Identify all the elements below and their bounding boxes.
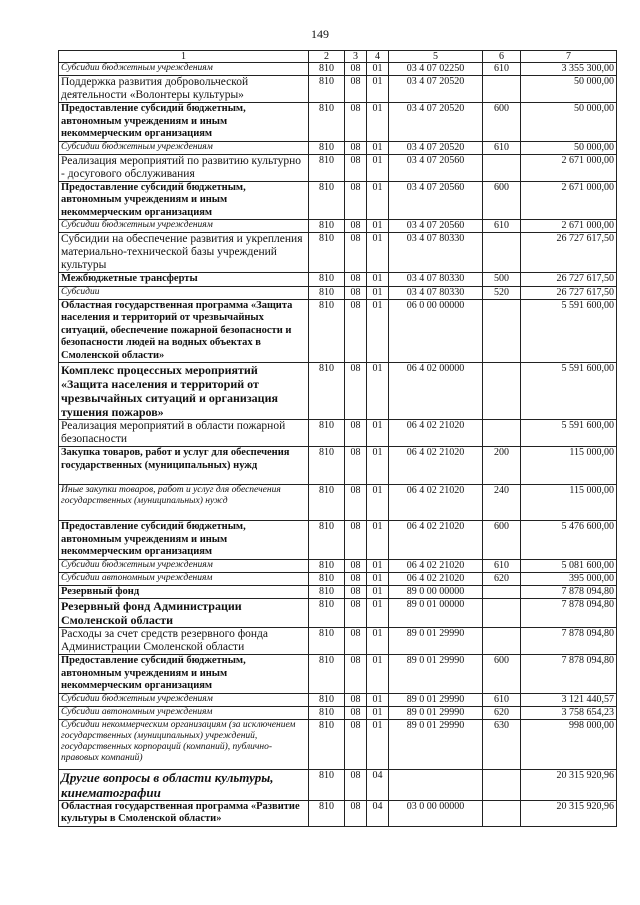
row-value-cell xyxy=(483,599,521,628)
row-value-cell: 26 727 617,50 xyxy=(521,286,617,299)
row-value-cell: 810 xyxy=(309,706,345,719)
row-value-cell: 08 xyxy=(345,655,367,694)
row-name-cell: Расходы за счет средств резервного фонда Администрации Смоленской области xyxy=(59,628,309,655)
row-value-cell: 01 xyxy=(367,628,389,655)
row-value-cell: 610 xyxy=(483,559,521,572)
table-row xyxy=(59,719,617,769)
row-value-cell: 89 0 01 00000 xyxy=(389,599,483,628)
row-value-cell: 2 671 000,00 xyxy=(521,181,617,220)
row-value-cell: 5 591 600,00 xyxy=(521,420,617,447)
row-value-cell: 08 xyxy=(345,719,367,769)
table-row xyxy=(59,76,617,103)
row-value-cell xyxy=(389,769,483,800)
row-value-cell: 89 0 01 29990 xyxy=(389,719,483,769)
row-value-cell: 810 xyxy=(309,559,345,572)
row-value-cell: 08 xyxy=(345,572,367,585)
row-value-cell: 08 xyxy=(345,76,367,103)
row-value-cell: 810 xyxy=(309,420,345,447)
row-name-cell: Иные закупки товаров, работ и услуг для обеспечения государственных (муниципальных) нужд xyxy=(59,485,309,521)
row-value-cell: 01 xyxy=(367,559,389,572)
row-value-cell: 08 xyxy=(345,693,367,706)
table-row xyxy=(59,447,617,485)
row-value-cell: 810 xyxy=(309,485,345,521)
row-name-cell: Субсидии бюджетным учреждениям xyxy=(59,693,309,706)
row-value-cell: 04 xyxy=(367,800,389,826)
row-value-cell: 115 000,00 xyxy=(521,447,617,485)
table-row xyxy=(59,273,617,287)
row-value-cell: 610 xyxy=(483,693,521,706)
row-value-cell: 03 4 07 20560 xyxy=(389,220,483,233)
row-name-cell: Предоставление субсидий бюджетным, автономным учреждениям и иным некоммерческим организациям xyxy=(59,103,309,142)
table-row xyxy=(59,628,617,655)
row-value-cell: 06 4 02 21020 xyxy=(389,559,483,572)
row-value-cell xyxy=(483,628,521,655)
row-value-cell: 7 878 094,80 xyxy=(521,599,617,628)
row-value-cell: 3 355 300,00 xyxy=(521,63,617,76)
row-value-cell: 03 0 00 00000 xyxy=(389,800,483,826)
row-value-cell: 810 xyxy=(309,363,345,420)
table-row xyxy=(59,220,617,233)
row-value-cell: 3 121 440,57 xyxy=(521,693,617,706)
row-value-cell: 810 xyxy=(309,273,345,287)
row-value-cell: 600 xyxy=(483,103,521,142)
row-name-cell: Субсидии бюджетным учреждениям xyxy=(59,220,309,233)
row-value-cell: 03 4 07 20520 xyxy=(389,76,483,103)
row-value-cell: 08 xyxy=(345,154,367,181)
header-cell: 4 xyxy=(367,51,389,63)
row-value-cell: 810 xyxy=(309,76,345,103)
row-value-cell: 620 xyxy=(483,706,521,719)
row-name-cell: Другие вопросы в области культуры, кинематографии xyxy=(59,769,309,800)
row-value-cell xyxy=(483,76,521,103)
row-value-cell: 600 xyxy=(483,521,521,560)
row-value-cell: 500 xyxy=(483,273,521,287)
table-row xyxy=(59,141,617,154)
row-value-cell: 26 727 617,50 xyxy=(521,273,617,287)
row-value-cell: 08 xyxy=(345,233,367,273)
row-value-cell: 01 xyxy=(367,693,389,706)
row-value-cell: 03 4 07 80330 xyxy=(389,273,483,287)
row-value-cell: 08 xyxy=(345,220,367,233)
header-cell: 5 xyxy=(389,51,483,63)
row-value-cell: 5 591 600,00 xyxy=(521,363,617,420)
row-value-cell xyxy=(483,585,521,599)
row-value-cell: 240 xyxy=(483,485,521,521)
row-value-cell xyxy=(483,769,521,800)
row-value-cell: 89 0 01 29990 xyxy=(389,706,483,719)
row-value-cell: 08 xyxy=(345,363,367,420)
row-value-cell: 89 0 01 29990 xyxy=(389,628,483,655)
row-value-cell: 06 4 02 21020 xyxy=(389,420,483,447)
row-value-cell: 810 xyxy=(309,63,345,76)
row-value-cell: 810 xyxy=(309,655,345,694)
row-name-cell: Предоставление субсидий бюджетным, автономным учреждениям и иным некоммерческим организациям xyxy=(59,181,309,220)
row-name-cell: Закупка товаров, работ и услуг для обеспечения государственных (муниципальных) нужд xyxy=(59,447,309,485)
row-value-cell: 810 xyxy=(309,628,345,655)
header-cell: 7 xyxy=(521,51,617,63)
table-row xyxy=(59,585,617,599)
row-value-cell: 08 xyxy=(345,420,367,447)
row-value-cell: 200 xyxy=(483,447,521,485)
row-value-cell: 01 xyxy=(367,103,389,142)
table-row xyxy=(59,154,617,181)
row-value-cell: 01 xyxy=(367,572,389,585)
row-value-cell: 7 878 094,80 xyxy=(521,655,617,694)
table-row xyxy=(59,181,617,220)
row-name-cell: Субсидии бюджетным учреждениям xyxy=(59,559,309,572)
budget-table xyxy=(58,50,617,827)
row-value-cell: 06 4 02 21020 xyxy=(389,521,483,560)
row-name-cell: Поддержка развития добровольческой деятельности «Волонтеры культуры» xyxy=(59,76,309,103)
row-value-cell: 01 xyxy=(367,363,389,420)
row-name-cell: Субсидии бюджетным учреждениям xyxy=(59,63,309,76)
row-value-cell: 810 xyxy=(309,769,345,800)
row-value-cell: 03 4 07 02250 xyxy=(389,63,483,76)
page-number: 149 xyxy=(311,27,329,41)
table-row xyxy=(59,655,617,694)
row-name-cell: Субсидии бюджетным учреждениям xyxy=(59,141,309,154)
row-name-cell: Резервный фонд Администрации Смоленской области xyxy=(59,599,309,628)
table-row xyxy=(59,299,617,363)
row-value-cell: 810 xyxy=(309,719,345,769)
row-value-cell xyxy=(483,299,521,363)
row-value-cell: 06 4 02 21020 xyxy=(389,572,483,585)
row-value-cell: 08 xyxy=(345,63,367,76)
row-value-cell: 08 xyxy=(345,769,367,800)
row-value-cell: 2 671 000,00 xyxy=(521,154,617,181)
row-value-cell: 01 xyxy=(367,220,389,233)
row-value-cell: 600 xyxy=(483,655,521,694)
row-name-cell: Реализация мероприятий в области пожарной безопасности xyxy=(59,420,309,447)
table-row xyxy=(59,420,617,447)
table-row xyxy=(59,693,617,706)
row-value-cell: 08 xyxy=(345,706,367,719)
row-value-cell: 810 xyxy=(309,286,345,299)
row-value-cell: 01 xyxy=(367,76,389,103)
row-value-cell: 810 xyxy=(309,585,345,599)
row-value-cell xyxy=(483,154,521,181)
row-value-cell: 01 xyxy=(367,585,389,599)
row-value-cell: 395 000,00 xyxy=(521,572,617,585)
row-value-cell: 01 xyxy=(367,599,389,628)
row-value-cell: 06 0 00 00000 xyxy=(389,299,483,363)
row-value-cell: 03 4 07 20520 xyxy=(389,103,483,142)
table-row xyxy=(59,769,617,800)
row-value-cell xyxy=(483,363,521,420)
table-row xyxy=(59,521,617,560)
row-value-cell: 810 xyxy=(309,154,345,181)
row-value-cell: 08 xyxy=(345,599,367,628)
row-value-cell: 01 xyxy=(367,273,389,287)
row-value-cell: 20 315 920,96 xyxy=(521,769,617,800)
row-value-cell: 115 000,00 xyxy=(521,485,617,521)
table-row xyxy=(59,363,617,420)
row-value-cell: 810 xyxy=(309,599,345,628)
row-value-cell: 89 0 01 29990 xyxy=(389,693,483,706)
row-name-cell: Реализация мероприятий по развитию культурно - досугового обслуживания xyxy=(59,154,309,181)
table-body xyxy=(59,63,617,827)
header-cell: 1 xyxy=(59,51,309,63)
row-value-cell: 810 xyxy=(309,800,345,826)
table-row xyxy=(59,706,617,719)
row-name-cell: Межбюджетные трансферты xyxy=(59,273,309,287)
row-value-cell: 03 4 07 20520 xyxy=(389,141,483,154)
row-value-cell: 01 xyxy=(367,655,389,694)
row-value-cell: 7 878 094,80 xyxy=(521,628,617,655)
row-name-cell: Субсидии автономным учреждениям xyxy=(59,706,309,719)
row-value-cell: 810 xyxy=(309,521,345,560)
row-value-cell: 600 xyxy=(483,181,521,220)
header-cell: 6 xyxy=(483,51,521,63)
row-value-cell: 810 xyxy=(309,447,345,485)
table-row xyxy=(59,233,617,273)
row-value-cell: 3 758 654,23 xyxy=(521,706,617,719)
row-value-cell: 08 xyxy=(345,299,367,363)
row-value-cell: 08 xyxy=(345,559,367,572)
row-value-cell xyxy=(483,420,521,447)
row-value-cell: 610 xyxy=(483,141,521,154)
row-value-cell: 5 081 600,00 xyxy=(521,559,617,572)
row-value-cell: 01 xyxy=(367,521,389,560)
row-name-cell: Резервный фонд xyxy=(59,585,309,599)
row-value-cell: 5 591 600,00 xyxy=(521,299,617,363)
row-value-cell: 810 xyxy=(309,572,345,585)
table-row xyxy=(59,599,617,628)
row-value-cell: 610 xyxy=(483,220,521,233)
row-value-cell: 01 xyxy=(367,706,389,719)
row-value-cell: 89 0 01 29990 xyxy=(389,655,483,694)
table-row xyxy=(59,572,617,585)
row-value-cell: 810 xyxy=(309,181,345,220)
row-value-cell: 08 xyxy=(345,447,367,485)
header-cell: 2 xyxy=(309,51,345,63)
row-value-cell: 810 xyxy=(309,141,345,154)
row-value-cell: 01 xyxy=(367,181,389,220)
row-value-cell: 06 4 02 00000 xyxy=(389,363,483,420)
row-value-cell: 620 xyxy=(483,572,521,585)
table-row xyxy=(59,485,617,521)
table-row xyxy=(59,103,617,142)
row-value-cell: 03 4 07 80330 xyxy=(389,286,483,299)
row-name-cell: Субсидии на обеспечение развития и укрепления материально-технической базы учреждений культуры xyxy=(59,233,309,273)
row-value-cell: 06 4 02 21020 xyxy=(389,485,483,521)
row-value-cell: 7 878 094,80 xyxy=(521,585,617,599)
row-value-cell: 50 000,00 xyxy=(521,103,617,142)
row-value-cell: 08 xyxy=(345,800,367,826)
row-value-cell: 03 4 07 20560 xyxy=(389,181,483,220)
row-value-cell: 520 xyxy=(483,286,521,299)
row-value-cell xyxy=(483,800,521,826)
row-value-cell: 810 xyxy=(309,233,345,273)
row-value-cell: 01 xyxy=(367,154,389,181)
row-value-cell: 01 xyxy=(367,286,389,299)
row-name-cell: Предоставление субсидий бюджетным, автономным учреждениям и иным некоммерческим организациям xyxy=(59,655,309,694)
table-row xyxy=(59,286,617,299)
row-value-cell: 08 xyxy=(345,273,367,287)
row-value-cell: 810 xyxy=(309,299,345,363)
row-value-cell: 5 476 600,00 xyxy=(521,521,617,560)
row-value-cell: 08 xyxy=(345,521,367,560)
row-value-cell: 06 4 02 21020 xyxy=(389,447,483,485)
row-value-cell: 04 xyxy=(367,769,389,800)
row-name-cell: Субсидии автономным учреждениям xyxy=(59,572,309,585)
table-header-row xyxy=(59,51,617,63)
row-value-cell: 2 671 000,00 xyxy=(521,220,617,233)
row-value-cell: 01 xyxy=(367,63,389,76)
row-value-cell: 08 xyxy=(345,181,367,220)
row-name-cell: Субсидии xyxy=(59,286,309,299)
row-value-cell: 08 xyxy=(345,628,367,655)
row-value-cell: 998 000,00 xyxy=(521,719,617,769)
row-value-cell: 20 315 920,96 xyxy=(521,800,617,826)
row-value-cell: 01 xyxy=(367,447,389,485)
row-value-cell: 610 xyxy=(483,63,521,76)
row-value-cell xyxy=(483,233,521,273)
row-name-cell: Предоставление субсидий бюджетным, автономным учреждениям и иным некоммерческим организациям xyxy=(59,521,309,560)
row-value-cell: 89 0 00 00000 xyxy=(389,585,483,599)
row-value-cell: 08 xyxy=(345,286,367,299)
row-name-cell: Субсидии некоммерческим организациям (за исключением государственных (муниципальных) учреждений, государственных корпораций (компаний), публично-правовых компаний) xyxy=(59,719,309,769)
row-value-cell: 630 xyxy=(483,719,521,769)
row-name-cell: Областная государственная программа «Развитие культуры в Смоленской области» xyxy=(59,800,309,826)
row-name-cell: Комплекс процессных мероприятий «Защита населения и территорий от чрезвычайных ситуаций и организация тушения пожаров» xyxy=(59,363,309,420)
row-value-cell: 01 xyxy=(367,420,389,447)
header-cell: 3 xyxy=(345,51,367,63)
row-value-cell: 01 xyxy=(367,141,389,154)
row-value-cell: 50 000,00 xyxy=(521,141,617,154)
row-value-cell: 810 xyxy=(309,220,345,233)
row-value-cell: 08 xyxy=(345,485,367,521)
row-name-cell: Областная государственная программа «Защита населения и территорий от чрезвычайных ситуаций, обеспечение пожарной безопасности и безопасности людей на водных объектах в Смоленской области» xyxy=(59,299,309,363)
row-value-cell: 08 xyxy=(345,141,367,154)
row-value-cell: 08 xyxy=(345,585,367,599)
row-value-cell: 01 xyxy=(367,299,389,363)
row-value-cell: 03 4 07 80330 xyxy=(389,233,483,273)
row-value-cell: 01 xyxy=(367,719,389,769)
row-value-cell: 26 727 617,50 xyxy=(521,233,617,273)
table-row xyxy=(59,559,617,572)
row-value-cell: 01 xyxy=(367,233,389,273)
table-row xyxy=(59,63,617,76)
row-value-cell: 01 xyxy=(367,485,389,521)
row-value-cell: 810 xyxy=(309,693,345,706)
table-row xyxy=(59,800,617,826)
row-value-cell: 810 xyxy=(309,103,345,142)
row-value-cell: 50 000,00 xyxy=(521,76,617,103)
row-value-cell: 03 4 07 20560 xyxy=(389,154,483,181)
row-value-cell: 08 xyxy=(345,103,367,142)
